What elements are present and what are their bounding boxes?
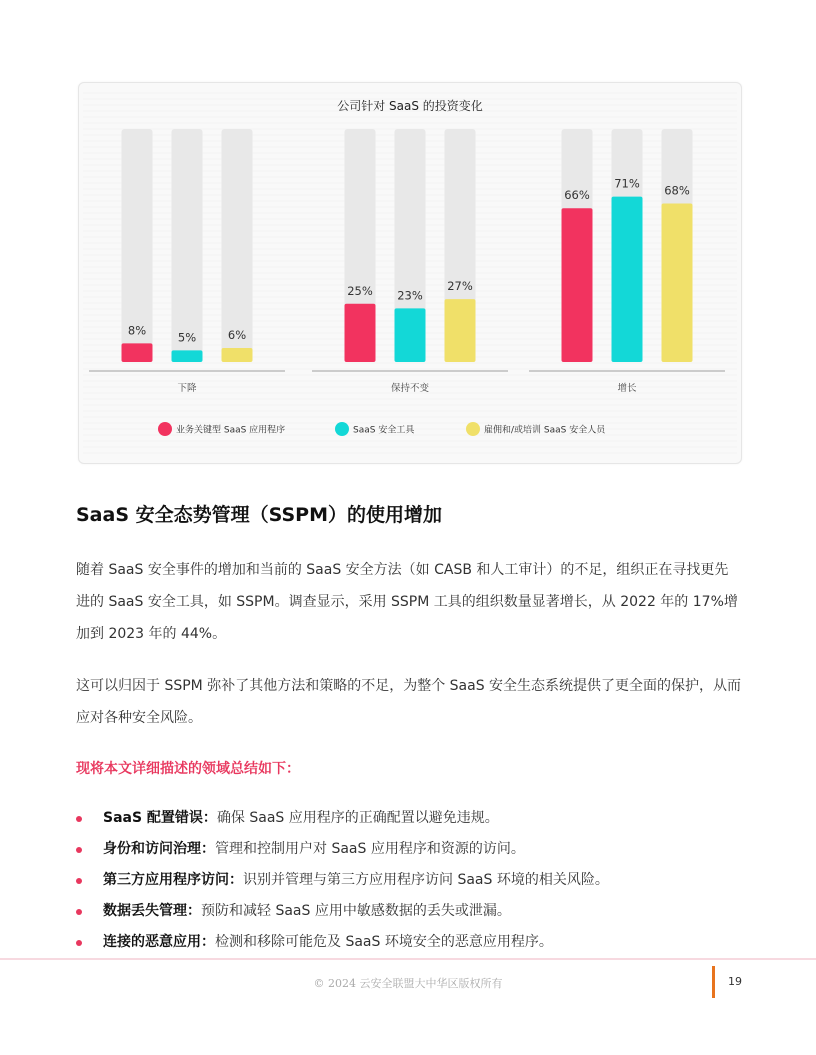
legend-label: SaaS 安全工具 bbox=[353, 425, 415, 436]
data-label: 5% bbox=[177, 330, 197, 345]
data-label: 71% bbox=[614, 176, 640, 191]
bar bbox=[445, 299, 476, 362]
list-item-term: SaaS 配置错误： bbox=[103, 810, 217, 826]
list-item-term: 连接的恶意应用： bbox=[103, 934, 215, 950]
data-label: 68% bbox=[664, 183, 690, 198]
list-item-desc: 检测和移除可能危及 SaaS 环境安全的恶意应用程序。 bbox=[215, 934, 553, 950]
category-label: 保持不变 bbox=[390, 383, 430, 394]
chart-title: 公司针对 SaaS 的投资变化 bbox=[337, 99, 483, 113]
legend-swatch bbox=[335, 422, 349, 436]
paragraph-1: 随着 SaaS 安全事件的增加和当前的 SaaS 安全方法（如 CASB 和人工审计）的不足，组织正在寻找更先进的 SaaS 安全工具，如 SSPM。调查显示，采用 SSPM 工具的组织数量显著增长，从 2022 年的 17%增加到 2023 年的 44%。 bbox=[76, 562, 738, 642]
footer-copyright: © 2024 云安全联盟大中华区版权所有 bbox=[313, 977, 503, 990]
bullet-dot-icon bbox=[76, 878, 82, 884]
data-label: 27% bbox=[447, 279, 473, 294]
category-label: 下降 bbox=[177, 383, 197, 394]
data-label: 66% bbox=[564, 188, 590, 203]
legend-swatch bbox=[158, 422, 172, 436]
list-item-desc: 管理和控制用户对 SaaS 应用程序和资源的访问。 bbox=[215, 841, 525, 857]
bullet-dot-icon bbox=[76, 909, 82, 915]
list-item bbox=[76, 896, 609, 927]
bar bbox=[122, 343, 153, 362]
list-item bbox=[76, 927, 609, 958]
footer-divider bbox=[0, 958, 816, 960]
data-label: 25% bbox=[347, 283, 373, 298]
list-item-desc: 预防和减轻 SaaS 应用中敏感数据的丢失或泄漏。 bbox=[201, 903, 511, 919]
category-label: 增长 bbox=[617, 383, 637, 394]
data-label: 6% bbox=[227, 328, 247, 343]
list-item-desc: 识别并管理与第三方应用程序访问 SaaS 环境的相关风险。 bbox=[243, 872, 609, 888]
legend-swatch bbox=[466, 422, 480, 436]
list-item bbox=[76, 834, 609, 865]
data-label: 23% bbox=[397, 288, 423, 303]
page-number: 19 bbox=[728, 975, 742, 988]
bar-background bbox=[172, 129, 203, 362]
bar bbox=[222, 348, 253, 362]
list-item-term: 身份和访问治理： bbox=[103, 841, 215, 857]
list-item-desc: 确保 SaaS 应用程序的正确配置以避免违规。 bbox=[216, 810, 499, 826]
bar bbox=[172, 350, 203, 362]
bar bbox=[345, 304, 376, 362]
footer-accent-bar bbox=[712, 966, 715, 998]
bullet-dot-icon bbox=[76, 816, 82, 822]
list-item-term: 第三方应用程序访问： bbox=[103, 872, 243, 888]
bar bbox=[612, 197, 643, 362]
list-item-term: 数据丢失管理： bbox=[103, 903, 201, 919]
bar bbox=[662, 204, 693, 362]
summary-heading: 现将本文详细描述的领域总结如下： bbox=[76, 761, 300, 777]
bar bbox=[562, 208, 593, 362]
data-label: 8% bbox=[127, 323, 147, 338]
section-title: SaaS 安全态势管理（SSPM）的使用增加 bbox=[76, 504, 442, 526]
list-item bbox=[76, 865, 609, 896]
summary-list bbox=[76, 803, 609, 958]
investment-bar-chart bbox=[79, 83, 741, 463]
legend-label: 雇佣和/或培训 SaaS 安全人员 bbox=[484, 425, 606, 436]
bullet-dot-icon bbox=[76, 940, 82, 946]
paragraph-2: 这可以归因于 SSPM 弥补了其他方法和策略的不足，为整个 SaaS 安全生态系统提供了更全面的保护，从而应对各种安全风险。 bbox=[76, 678, 742, 726]
legend-label: 业务关键型 SaaS 应用程序 bbox=[176, 425, 286, 436]
investment-chart-panel bbox=[78, 82, 742, 464]
list-item bbox=[76, 803, 609, 834]
bullet-dot-icon bbox=[76, 847, 82, 853]
bar bbox=[395, 308, 426, 362]
